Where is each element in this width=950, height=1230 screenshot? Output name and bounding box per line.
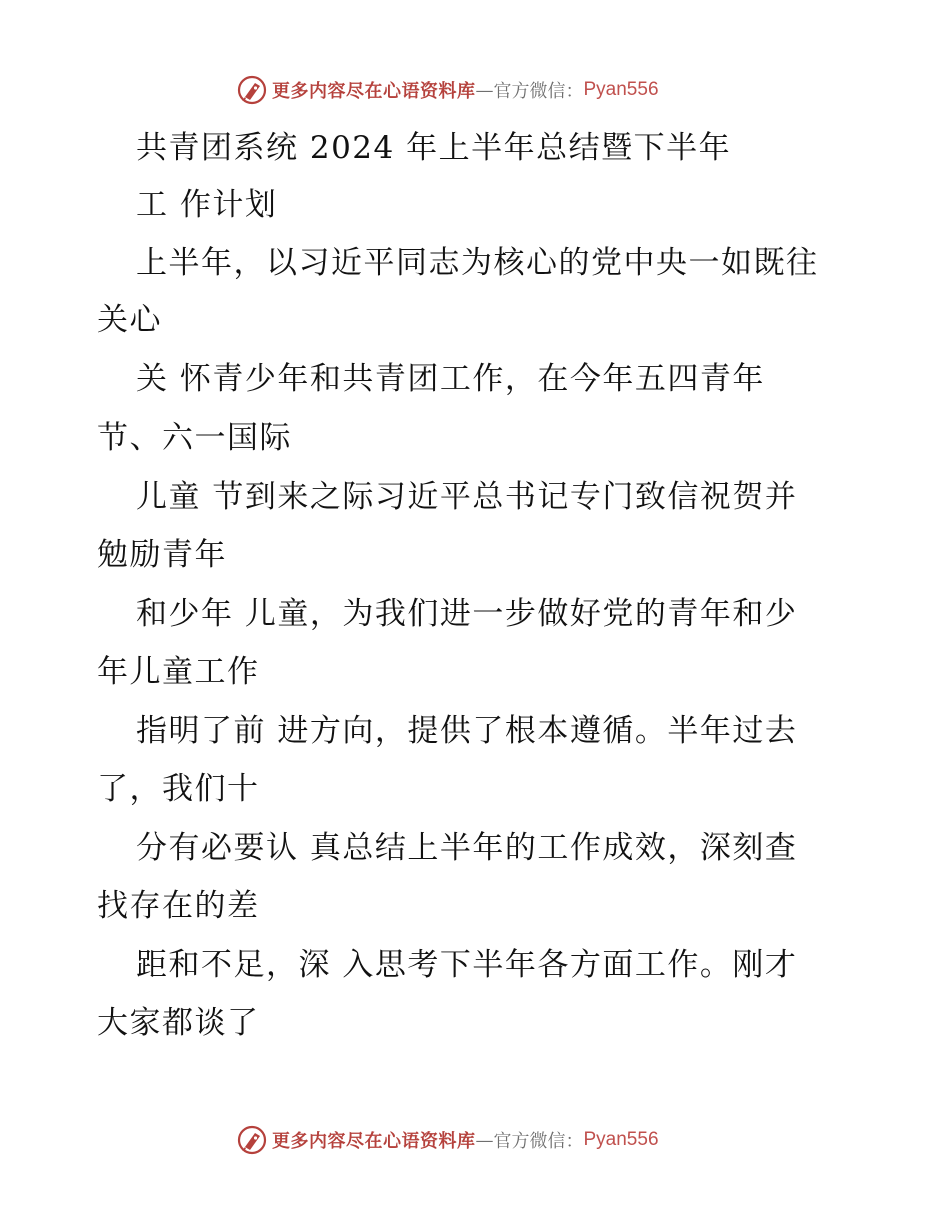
body-line: 分有必要认 真总结上半年的工作成效，深刻查 — [136, 830, 798, 866]
wechat-id: Pyan556 — [583, 79, 659, 100]
wechat-label: 官方微信： — [493, 81, 584, 102]
body-line: 关 怀青少年和共青团工作，在今年五四青年 — [136, 361, 765, 397]
wechat-id: Pyan556 — [583, 1129, 659, 1150]
pen-nib-logo-icon — [236, 1124, 268, 1156]
watermark-text: 更多内容尽在心语资料库 — [272, 1131, 476, 1152]
document-title-line-2: 工 作计划 — [136, 187, 278, 223]
body-line: 年儿童工作 — [97, 654, 260, 690]
body-line: 节、六一国际 — [97, 420, 292, 456]
watermark-text: 更多内容尽在心语资料库 — [272, 81, 476, 102]
watermark-separator: — — [475, 1129, 494, 1151]
body-line: 勉励青年 — [97, 537, 227, 573]
body-line: 指明了前 进方向，提供了根本遵循。半年过去 — [136, 713, 798, 749]
header-watermark — [236, 73, 716, 107]
body-line: 距和不足，深 入思考下半年各方面工作。刚才 — [136, 947, 798, 983]
body-line: 找存在的差 — [97, 888, 260, 924]
document-title-line-1: 共青团系统 2024 年上半年总结暨下半年 — [136, 130, 732, 166]
body-line: 和少年 儿童，为我们进一步做好党的青年和少 — [136, 596, 798, 632]
footer-watermark — [236, 1123, 716, 1157]
wechat-label: 官方微信： — [493, 1131, 584, 1152]
body-line: 大家都谈了 — [97, 1005, 260, 1041]
body-line: 关心 — [97, 302, 162, 338]
body-line: 上半年，以习近平同志为核心的党中央一如既往 — [136, 245, 819, 281]
pen-nib-logo-icon — [236, 74, 268, 106]
body-line: 儿童 节到来之际习近平总书记专门致信祝贺并 — [136, 479, 798, 515]
watermark-separator: — — [475, 79, 494, 101]
body-line: 了，我们十 — [97, 771, 260, 807]
